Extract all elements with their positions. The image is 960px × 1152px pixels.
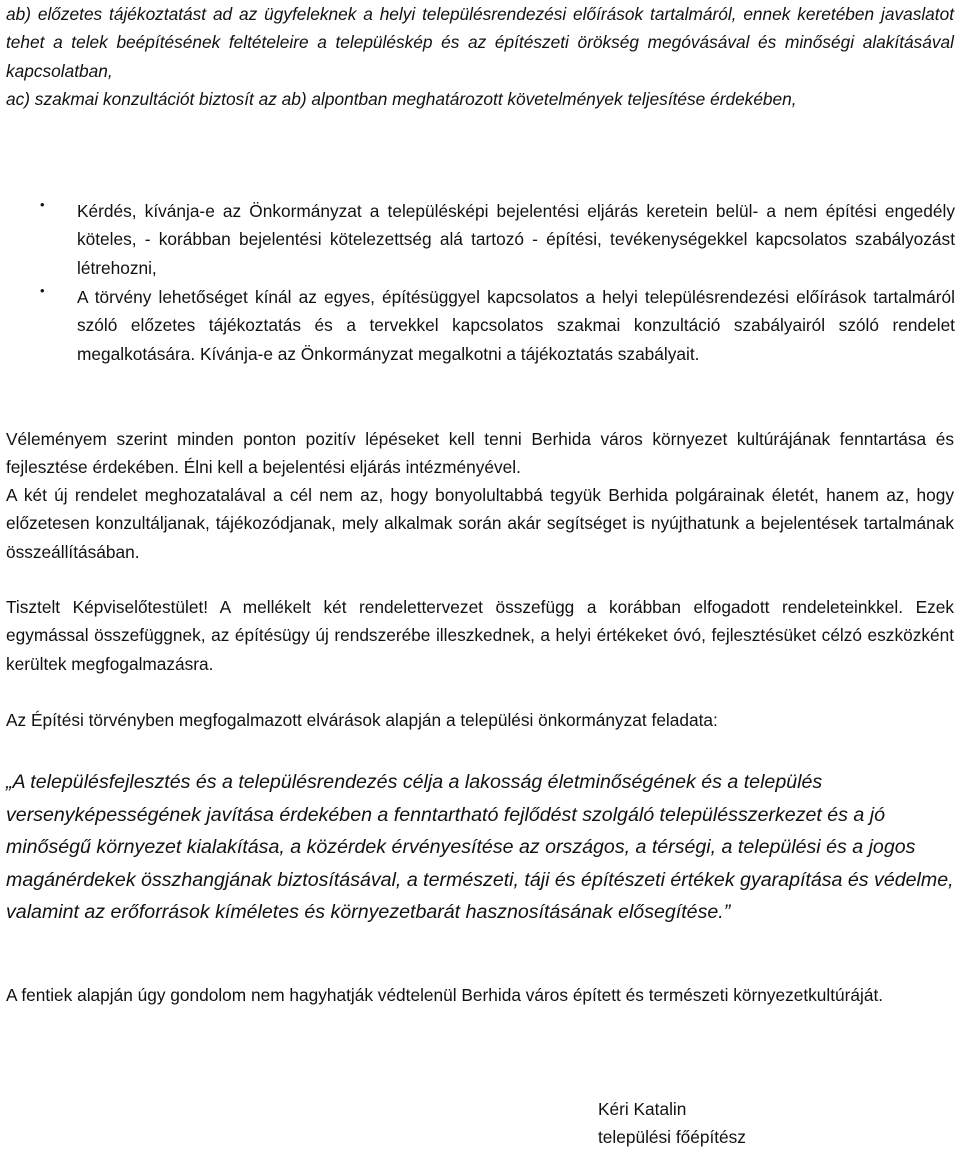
bullet-marker: • <box>40 283 45 298</box>
intro-italic-paragraph-2: ac) szakmai konzultációt biztosít az ab) alpontban meghatározott követelmények teljesítése érdekében, <box>6 89 797 109</box>
bullet-marker: • <box>40 197 45 212</box>
council-paragraph: Tisztelt Képviselőtestület! A mellékelt két rendelettervezet összefügg a korábban elfogadott rendeleteinkkel. Ezek egymással összefüggnek, az építésügy új rendszerébe illeszkednek, a helyi értékeket óvó, fejlesztésüket célzó eszközként kerültek megfogalmazásra. <box>6 597 954 674</box>
signature-title: települési főépítész <box>598 1127 746 1148</box>
intro-italic-paragraph: ab) előzetes tájékoztatást ad az ügyfeleknek a helyi településrendezési előírások tartalmáról, ennek keretében javaslatot tehet a telek beépítésének feltételeire a településkép és az építészeti örökség megóvásával és minőségi alakításával kapcsolatban, <box>6 4 954 81</box>
bullet-text-1: Kérdés, kívánja-e az Önkormányzat a településképi bejelentési eljárás keretein belül- a nem építési engedély köteles, - korábban bejelentési kötelezettség alá tartozó - építési, tevékenységekkel kapcsolatos szabályozást létrehozni, <box>77 201 955 278</box>
conclusion-paragraph: A fentiek alapján úgy gondolom nem hagyhatják védtelenül Berhida város épített és természeti környezetkultúráját. <box>6 985 884 1005</box>
bullet-item-2 <box>0 283 960 364</box>
opinion-paragraph: Véleményem szerint minden ponton pozitív lépéseket kell tenni Berhida város környezet kultúrájának fenntartása és fejlesztése érdekében. Élni kell a bejelentési eljárás intézményével. <box>6 429 954 478</box>
signature-name: Kéri Katalin <box>598 1099 687 1119</box>
law-paragraph: Az Építési törvényben megfogalmazott elvárások alapján a települési önkormányzat feladata: <box>6 710 718 730</box>
law-quote: „A településfejlesztés és a településrendezés célja a lakosság életminőségének és a település versenyképességének javítása érdekében a fenntartható fejlődést szolgáló településszerkezet és a jó minőségű környezet kialakítása, a közérdek érvényesítése az országos, a térségi, a települési és a jogos magánérdekek összhangjának biztosításával, a természeti, táji és építészeti értékek gyarapítása és védelme, valamint az erőforrások kíméletes és környezetbarát hasznosításának elősegítése.” <box>6 771 954 924</box>
goal-paragraph: A két új rendelet meghozatalával a cél nem az, hogy bonyolultabbá tegyük Berhida polgárainak életét, hanem az, hogy előzetesen konzultáljanak, tájékozódjanak, mely alkalmak során akár segítséget is nyújthatunk a bejelentések tartalmának összeállításában. <box>6 485 954 562</box>
signature-block <box>598 1095 746 1152</box>
bullet-text-2: A törvény lehetőséget kínál az egyes, építésüggyel kapcsolatos a helyi településrendezési előírások tartalmáról szóló előzetes tájékoztatás és a tervekkel kapcsolatos szakmai konzultáció szabályairól szóló rendelet megalkotására. Kívánja-e az Önkormányzat megalkotni a tájékoztatás szabályait. <box>77 287 955 364</box>
bullet-item-1 <box>0 197 960 278</box>
